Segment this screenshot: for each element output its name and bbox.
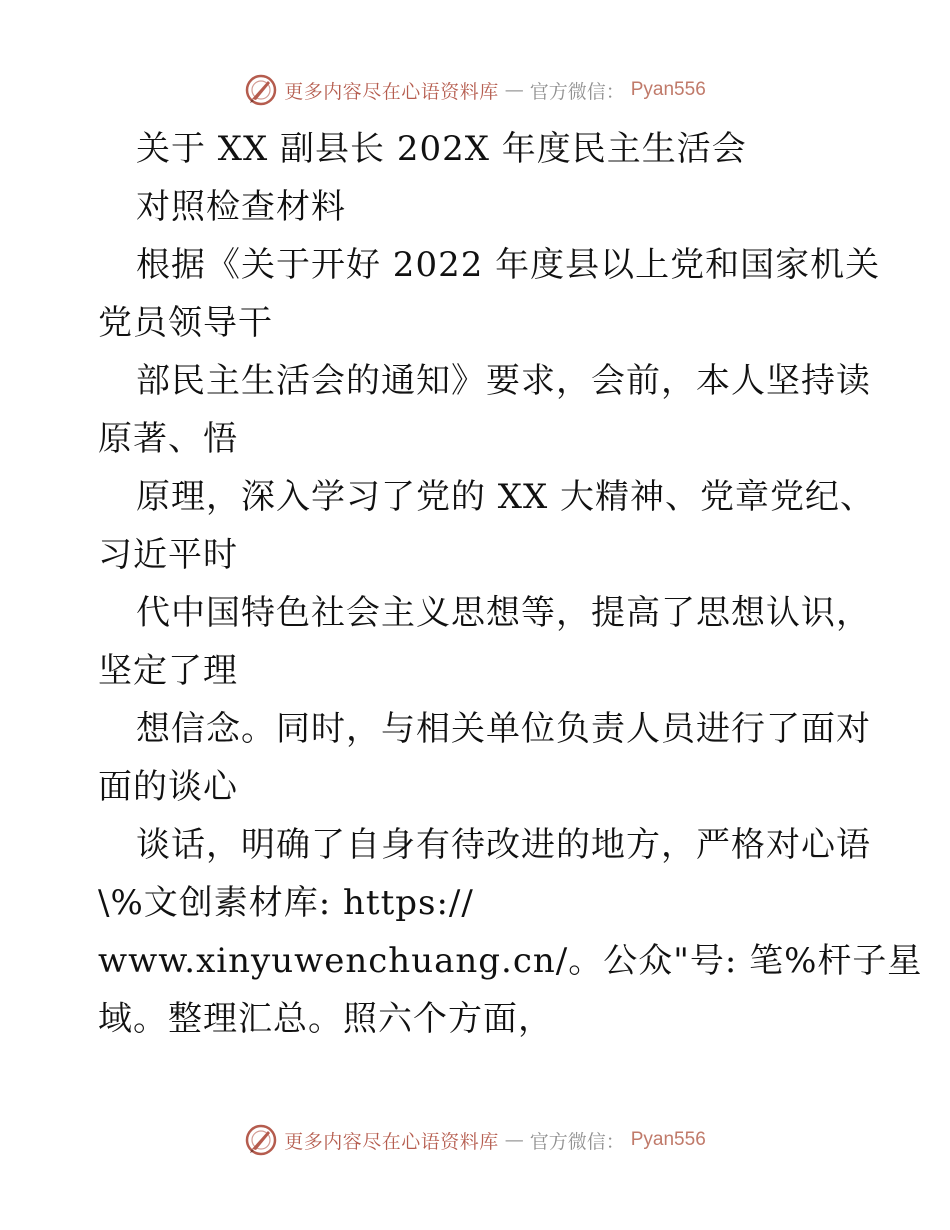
feather-pen-logo-icon bbox=[244, 1123, 278, 1157]
footer-watermark bbox=[0, 1120, 950, 1160]
watermark-wechat-id: Pyan556 bbox=[630, 1129, 706, 1150]
feather-pen-logo-icon bbox=[244, 73, 278, 107]
body-text-line: 域。整理汇总。照六个方面， bbox=[98, 999, 553, 1039]
body-text-line: 习近平时 bbox=[98, 535, 238, 575]
body-text-line: 代中国特色社会主义思想等，提高了思想认识， bbox=[136, 593, 871, 633]
body-text-line: 党员领导干 bbox=[98, 303, 273, 343]
watermark-wechat-id: Pyan556 bbox=[630, 79, 706, 100]
body-text-line: 原著、悟 bbox=[98, 419, 238, 459]
body-text-line: 对照检查材料 bbox=[136, 187, 346, 227]
header-watermark bbox=[0, 70, 950, 110]
body-text-line: \%文创素材库: https:// bbox=[98, 883, 474, 923]
body-text-line: 原理，深入学习了党的 XX 大精神、党章党纪、 bbox=[136, 477, 876, 517]
watermark-official-label: 官方微信： bbox=[529, 80, 625, 103]
watermark-separator: — bbox=[504, 79, 524, 101]
watermark-brand-text: 更多内容尽在心语资料库 bbox=[284, 80, 499, 103]
body-text-line: www.xinyuwenchuang.cn/。公众"号: 笔%杆子星 bbox=[98, 941, 923, 981]
body-text-line: 面的谈心 bbox=[98, 767, 238, 807]
body-text-line: 想信念。同时，与相关单位负责人员进行了面对 bbox=[136, 709, 871, 749]
body-text-line: 谈话，明确了自身有待改进的地方，严格对心语 bbox=[136, 825, 871, 865]
body-text-line: 部民主生活会的通知》要求，会前，本人坚持读 bbox=[136, 361, 871, 401]
body-text-line: 关于 XX 副县长 202X 年度民主生活会 bbox=[136, 129, 747, 169]
document-body bbox=[98, 120, 923, 1048]
watermark-separator: — bbox=[504, 1129, 524, 1151]
body-text-line: 坚定了理 bbox=[98, 651, 238, 691]
watermark-brand-text: 更多内容尽在心语资料库 bbox=[284, 1130, 499, 1153]
watermark-official-label: 官方微信： bbox=[529, 1130, 625, 1153]
body-text-line: 根据《关于开好 2022 年度县以上党和国家机关 bbox=[136, 245, 881, 285]
